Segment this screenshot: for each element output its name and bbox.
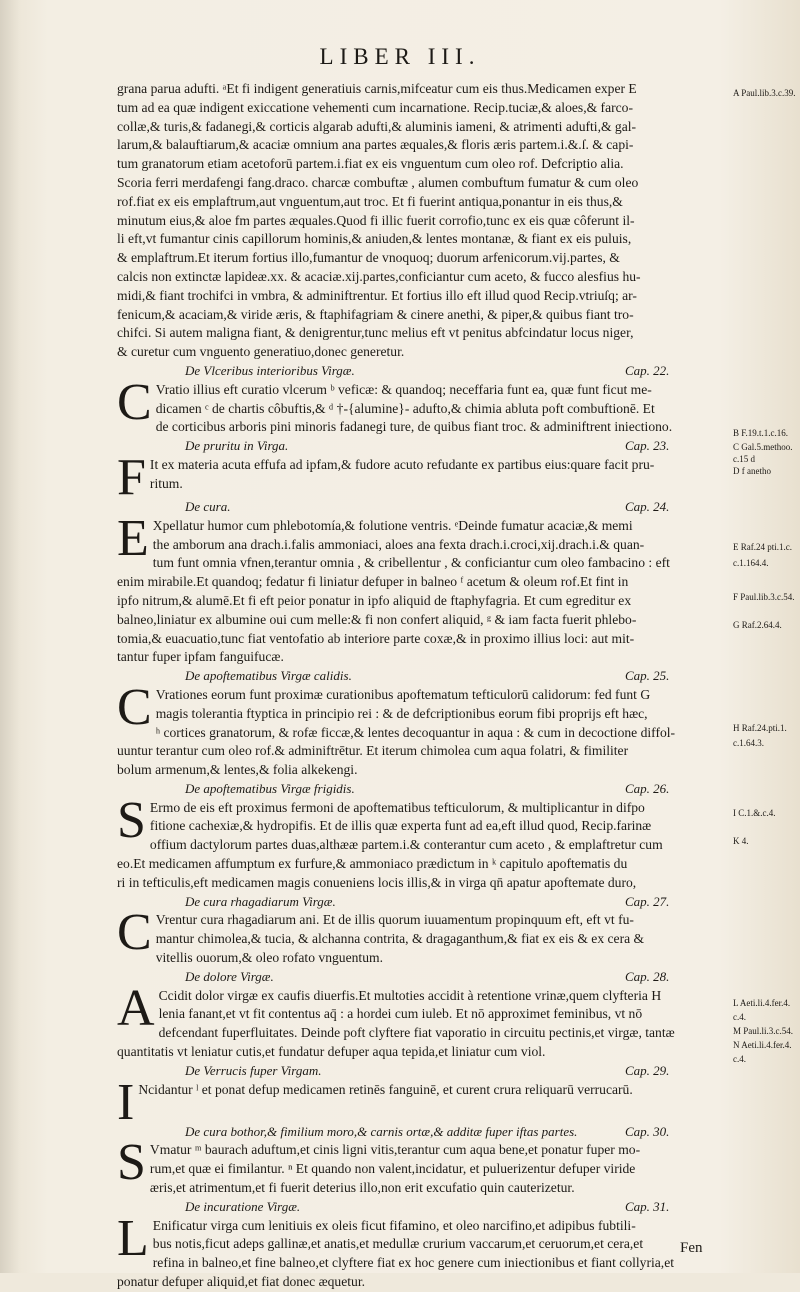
- text-line: rof.fiat ex eis emplaftrum,aut vnguentum,aut troc. Et fi fuerint antiqua,ponantur in eis thus,&: [117, 193, 623, 209]
- chapter-body: [117, 911, 719, 967]
- chapter-number: Cap. 22.: [625, 362, 670, 378]
- chapter-body: [117, 517, 719, 667]
- chapter-number: Cap. 31.: [625, 1198, 670, 1214]
- text-line: bolum armenum,& lentes,& folia alkekengi.: [117, 762, 358, 778]
- text-line: uuntur terantur cum oleo rof.& adminiftrētur. Et iterum chimolea cum aqua folatri, & fimiliter: [117, 743, 629, 759]
- chapter-number: Cap. 23.: [625, 438, 670, 454]
- text-line: & curetur cum vnguento generatiuo,donec generetur.: [117, 344, 405, 360]
- text-line: tantur fuper ipfam fanguifucæ.: [117, 649, 284, 665]
- chapter-body: [117, 1217, 719, 1292]
- chapter-title: De dolore Virgæ.: [185, 968, 274, 984]
- marginal-note: c.1.64.3.: [733, 738, 764, 748]
- marginal-note: K 4.: [733, 836, 749, 846]
- chapter-number: Cap. 25.: [625, 668, 670, 684]
- chapter-heading: [117, 1123, 719, 1142]
- chapter-body: [117, 1081, 719, 1123]
- text-line: magis tolerantia ftyptica in principio rei : & de defcriptionibus eorum fibi proprijs eft hæc,: [155, 705, 648, 721]
- text-line: ʰ cortices granatorum, & rofæ ficcæ,& lentes decoquantur in aqua : & cum in decoctione diffol-: [155, 724, 676, 740]
- text-line: Ncidantur ˡ et ponat defup medicamen retinēs fanguinē, et curent crura reliquarū verrucarū.: [138, 1081, 633, 1097]
- text-line: It ex materia acuta effufa ad ipfam,& fudore acuto refudante ex partibus eius:quare facit pru-: [149, 456, 655, 472]
- chapter-heading: [117, 968, 719, 987]
- drop-capital: C: [117, 380, 152, 431]
- drop-capital: L: [117, 1216, 149, 1267]
- chapter-number: Cap. 30.: [625, 1123, 670, 1139]
- chapter-title: De Vlceribus interioribus Virgæ.: [185, 362, 355, 378]
- marginal-note: B F.19.t.1.c.16.: [733, 428, 789, 438]
- chapter-title: De Verrucis fuper Virgam.: [185, 1062, 322, 1078]
- chapter-title: De cura bothor,& fimilium moro,& carnis ortæ,& additæ fuper iftas partes.: [185, 1123, 578, 1139]
- text-line: tum ad ea quæ indigent exiccatione vehementi cum incarnatione. Recip.tuciæ,& aloes,& farco-: [117, 99, 634, 115]
- text-line: æris,et atrimentum,et fi fuerit deterius illo,non erit excufatio quin cauterizetur.: [149, 1180, 575, 1196]
- marginal-note: N Aeti.li.4.fer.4.: [733, 1040, 792, 1050]
- text-line: ritum.: [149, 475, 183, 491]
- chapter-body: [117, 1141, 719, 1197]
- text-line: Scoria ferri merdafengi fang.draco. charcæ combuftæ , alumen combuftum fumatur & cum oleo: [117, 174, 639, 190]
- text-line: the amborum ana drach.i.falis ammoniaci, aloes ana fexta drach.i.croci,xij.drach.i.& quan-: [152, 536, 645, 552]
- marginal-note: E Raf.24 pti.1.c.: [733, 542, 792, 552]
- marginal-note: c.1.164.4.: [733, 558, 769, 568]
- catchword: Fen: [680, 1240, 703, 1256]
- marginal-note: F Paul.lib.3.c.54.: [733, 592, 795, 602]
- text-line: bus notis,ficut adeps gallinæ,et anatis,et medullæ crurium vaccarum,et ceruorum,et cera,et: [152, 1236, 644, 1252]
- text-line: balneo,liniatur ex albumine oui cum melle:& fi non confert aliquid, ᵍ & iam facta fuerit phlebo-: [117, 611, 637, 627]
- marginal-note: M Paul.li.3.c.54.: [733, 1026, 793, 1036]
- text-line: calcis non extinctæ lapideæ.xx. & acaciæ.xij.partes,conficiantur cum aceto, & fucco alesfius hu-: [117, 268, 641, 284]
- drop-capital: E: [117, 516, 149, 567]
- text-line: ri in tefticulis,eft medicamen magis conueniens locis illis,& in virga qn̄ apatur apoftemate duro,: [117, 874, 637, 890]
- drop-capital: C: [117, 911, 152, 962]
- text-line: refina in balneo,et fine balneo,et clyftere fiat ex hoc genere cum iniectionibus et fiant collyria,et: [152, 1255, 675, 1271]
- text-line: midi,& fiant trochifci in vmbra, & adminiftrentur. Et fortius illo eft illud quod Recip.vtriuſq; ar-: [117, 287, 637, 303]
- text-line: minutum eius,& aloe fm partes æquales.Quod fi illic fuerit corrofio,tunc ex eis quæ côferunt il-: [117, 212, 635, 228]
- drop-capital: S: [117, 1141, 146, 1192]
- text-line: eo.Et medicamen affumptum ex furfure,& ammoniaco prædictum in ᵏ capitulo apoftematis du: [117, 856, 628, 872]
- text-line: grana parua adufti. ᵃEt fi indigent generatiuis carnis,mifceatur cum eis thus.Medicamen exper E: [117, 81, 637, 96]
- text-line: mantur chimolea,& tucia, & alchanna contrita, & dragaganthum,& fiat ex eis & ex cera &: [155, 931, 645, 947]
- text-line: larum,& balauftiarum,& acaciæ omnium ana partes æquales,& floris æris partem.i.&.ſ. & capi-: [117, 137, 634, 153]
- running-head: LIBER III.: [319, 44, 481, 69]
- chapter-heading: [117, 893, 719, 912]
- gutter-shadow: [0, 0, 20, 1273]
- text-line: Ermo de eis eft proximus fermoni de apoftematibus tefticulorum, & multiplicantur in difpo: [149, 799, 645, 815]
- chapter-title: De apoftematibus Virgæ calidis.: [185, 668, 352, 684]
- text-line: defcendant fuperfluitates. Deinde poft clyftere fiat vaporatio in circuitu pectinis,et virgæ, tantæ: [158, 1025, 675, 1041]
- chapter-number: Cap. 26.: [625, 780, 670, 796]
- marginal-note: C Gal.5.methoo.: [733, 442, 793, 452]
- chapter-number: Cap. 29.: [625, 1062, 670, 1078]
- chapter-heading: [117, 667, 719, 686]
- chapter-heading: [117, 780, 719, 799]
- chapter-number: Cap. 24.: [625, 498, 670, 514]
- text-line: tum granatorum etiam acetoforū partem.i.fiat ex eis vnguentum cum oleo rof. Defcriptio alia.: [117, 156, 624, 172]
- text-line: lenia fanant,et vt fit contentus aq̄ : a hordei cum iuleb. Et nō approximet feminibus, vt nō: [158, 1006, 643, 1022]
- text-line: enim mirabile.Et quandoq; fedatur fi liniatur defuper in balneo ᶠ acetum & oleum rof.Et fint in: [117, 574, 629, 590]
- drop-capital: F: [117, 455, 146, 498]
- text-line: dicamen ᶜ de chartis côbuftis,& ᵈ †-{alumine}- adufto,& chimia abluta poft combuftionē. Et: [155, 400, 655, 416]
- drop-capital: A: [117, 986, 155, 1037]
- chapter-body: [117, 987, 719, 1062]
- text-line: chifci. Si autem maligna fiant, & denigrentur,tunc melius eft vt penitus abfcindatur locus niger,: [117, 325, 634, 341]
- chapter-body: [117, 456, 719, 498]
- drop-capital: S: [117, 798, 146, 849]
- text-line: collæ,& turis,& fadanegi,& corticis algarab adufti,& aluminis iameni, & atrimenti adufti,& gal-: [117, 118, 637, 134]
- marginal-note: c.4.: [733, 1012, 746, 1022]
- chapter-body: [117, 381, 719, 437]
- marginal-note: I C.1.&.c.4.: [733, 808, 776, 818]
- text-line: Ccidit dolor virgæ ex caufis diuerfis.Et multoties accidit à retentione vrinæ,quem clyfteria H: [158, 987, 662, 1003]
- text-line: quantitatis vt leniatur cutis,et fundatur defuper aqua tepida,et liniatur cum viol.: [117, 1044, 546, 1060]
- text-line: vitellis ouorum,& oleo rofato vnguentum.: [155, 950, 383, 966]
- chapter-title: De cura rhagadiarum Virgæ.: [185, 893, 336, 909]
- text-line: fitione cachexiæ,& hydropifis. Et de illis quæ experta funt ad ea,eft illud quod, Recip.farinæ: [149, 818, 652, 834]
- marginal-note: c.4.: [733, 1054, 746, 1064]
- marginal-note: G Raf.2.64.4.: [733, 620, 782, 630]
- text-line: li eft,vt fumantur cinis capillorum hominis,& aniuden,& lentes montanæ, & fiant ex eis puluis,: [117, 231, 632, 247]
- text-line: Xpellatur humor cum phlebotomía,& folutione ventris. ᵉDeinde fumatur acaciæ,& memi: [152, 517, 633, 533]
- drop-capital: C: [117, 685, 152, 736]
- chapter-heading: [117, 1062, 719, 1081]
- text-line: ipfo nitrum,& alumē.Et fi eft peior ponatur in ipfo aliquid de ftaphyfagria. Et cum egreditur ex: [117, 592, 632, 608]
- marginal-note: c.15 d: [733, 454, 755, 464]
- chapter-title: De apoftematibus Virgæ frigidis.: [185, 780, 355, 796]
- marginal-note: L Aeti.li.4.fer.4.: [733, 998, 791, 1008]
- chapter-body: [117, 686, 719, 780]
- text-line: de corticibus arboris pini minoris fadanegi ture, de quibus fiant troc. & adminiftrent iniectiono.: [155, 419, 673, 435]
- chapter-number: Cap. 27.: [625, 893, 670, 909]
- text-line: Vrationes eorum funt proximæ curationibus apoftematum tefticulorū calidorum: fed funt G: [155, 686, 651, 702]
- text-line: fenicum,& acaciam,& viride æris, & ftaphifagriam & cinere anethi, & piper,& quibus fiant tro-: [117, 306, 634, 322]
- text-line: Vratio illius eft curatio vlcerum ᵇ veficæ: & quandoq; neceffaria funt ea, quæ funt ficut me-: [155, 381, 652, 397]
- chapter-title: De cura.: [185, 498, 231, 514]
- chapter-number: Cap. 28.: [625, 968, 670, 984]
- text-line: tum funt omnia vfnen,terantur omnia , & cribellentur , & conficiantur cum oleo fambacino : eft: [152, 555, 670, 571]
- marginal-note: D f anetho: [733, 466, 771, 476]
- marginal-note: A Paul.lib.3.c.39.: [733, 88, 796, 98]
- text-line: rum,et quæ ei fimilantur. ⁿ Et quando non valent,incidatur, et puluerizentur defuper viride: [149, 1161, 636, 1177]
- text-line: Vmatur ᵐ baurach aduftum,et cinis ligni vitis,terantur cum aqua bene,et ponatur fuper mo-: [149, 1142, 641, 1158]
- chapter-heading: [117, 498, 719, 517]
- chapter-title: De pruritu in Virga.: [185, 438, 289, 454]
- chapter-heading: [117, 437, 719, 456]
- chapter-heading: [117, 1198, 719, 1217]
- text-line: Vrentur cura rhagadiarum ani. Et de illis quorum iuuamentum propinquum eft, eft vt fu-: [155, 912, 634, 928]
- marginal-note: H Raf.24.pti.1.: [733, 723, 787, 733]
- chapter-body: [117, 799, 719, 893]
- text-line: & emplaftrum.Et iterum fortius illo,fumantur de vnoquoq; duorum arfenicorum.vij.partes, &: [117, 250, 620, 266]
- text-line: ponatur defuper aliquid,et fiat donec æquetur.: [117, 1274, 366, 1290]
- chapter-title: De incuratione Virgæ.: [185, 1198, 301, 1214]
- text-line: tomia,& euacuatio,tunc fiat ventofatio ab interiore parte coxæ,& in proximo illius loci: aut mit-: [117, 630, 635, 646]
- main-text-column: [117, 80, 719, 1292]
- chapter-heading: [117, 362, 719, 381]
- text-line: Enificatur virga cum lenitiuis ex oleis ficut fifamino, et oleo narcifino,et adipibus fubtili-: [152, 1217, 636, 1233]
- text-line: offium dactylorum partes duas,althææ partem.i.& conterantur cum aceto , & emplaftretur cum: [149, 837, 663, 853]
- drop-capital: I: [117, 1080, 135, 1123]
